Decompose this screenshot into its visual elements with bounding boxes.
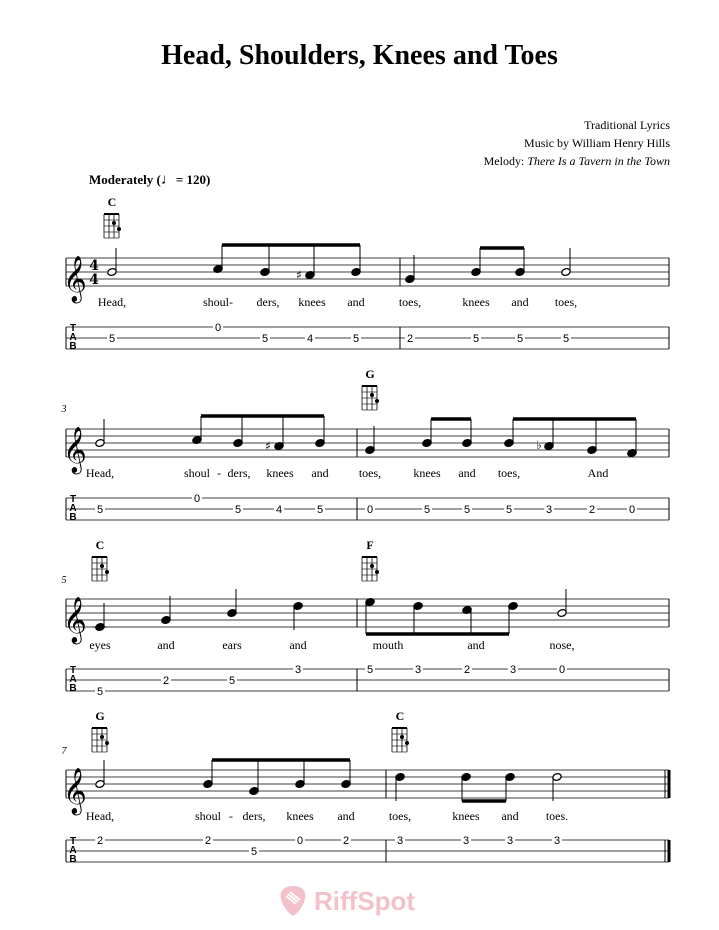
tab-label-letter: B bbox=[69, 341, 77, 352]
chord-diagram-icon bbox=[392, 728, 409, 752]
chord-diagram-icon bbox=[362, 557, 379, 581]
system-4 bbox=[62, 709, 670, 865]
tab-label-letter: T bbox=[69, 665, 77, 676]
lyric-syllable: Head, bbox=[85, 466, 115, 480]
lyric-syllable: toes, bbox=[388, 809, 412, 823]
chord-dot bbox=[117, 227, 121, 231]
lyric-syllable: and bbox=[289, 638, 307, 652]
lyric-syllable: - bbox=[229, 809, 233, 823]
tab-fret-number: 3 bbox=[396, 835, 404, 847]
tab-fret-number: 3 bbox=[462, 835, 470, 847]
lyric-syllable: eyes bbox=[89, 638, 111, 652]
treble-clef-icon: 𝄞 bbox=[63, 256, 87, 302]
guitar-pick-icon bbox=[278, 884, 308, 918]
tab-fret-number: 5 bbox=[472, 333, 480, 345]
tab-fret-number: 2 bbox=[96, 835, 104, 847]
lyric-syllable: - bbox=[217, 466, 221, 480]
system-3 bbox=[62, 538, 670, 698]
melody-credit: Melody: There Is a Tavern in the Town bbox=[483, 154, 670, 168]
tab-fret-number: 4 bbox=[275, 504, 283, 516]
lyrics-credit: Traditional Lyrics bbox=[584, 118, 670, 132]
tab-fret-number: 5 bbox=[261, 333, 269, 345]
tab-fret-number: 0 bbox=[628, 504, 636, 516]
system-2 bbox=[61, 367, 670, 523]
tab-fret-number: 0 bbox=[193, 493, 201, 505]
tab-fret-number: 0 bbox=[214, 322, 222, 334]
chord-dot bbox=[400, 735, 404, 739]
tab-fret-number: 3 bbox=[553, 835, 561, 847]
tab-fret-number: 5 bbox=[505, 504, 513, 516]
flat-icon: ♭ bbox=[536, 438, 542, 452]
tab-fret-number: 4 bbox=[306, 333, 314, 345]
lyric-syllable: knees bbox=[298, 295, 326, 309]
tab-fret-number: 5 bbox=[366, 664, 374, 676]
tab-label-letter: T bbox=[69, 323, 77, 334]
riffspot-logo: RiffSpot bbox=[278, 884, 415, 918]
lyric-syllable: toes, bbox=[497, 466, 521, 480]
lyric-syllable: Head, bbox=[85, 809, 115, 823]
time-signature-top: 4 bbox=[89, 258, 99, 274]
tab-label-letter: A bbox=[69, 332, 77, 343]
lyric-syllable: toes, bbox=[358, 466, 382, 480]
tempo-marking: Moderately (♩= 120) bbox=[89, 172, 211, 188]
lyric-syllable: ders, bbox=[256, 295, 280, 309]
tab-label-letter: B bbox=[69, 854, 77, 865]
lyric-syllable: and bbox=[337, 809, 355, 823]
tab-fret-number: 3 bbox=[506, 835, 514, 847]
lyric-syllable: ears bbox=[222, 638, 242, 652]
tab-fret-number: 5 bbox=[352, 333, 360, 345]
tab-fret-number: 0 bbox=[558, 664, 566, 676]
lyric-syllable: Head, bbox=[97, 295, 127, 309]
measure-number: 7 bbox=[61, 746, 67, 757]
chord-name: G bbox=[365, 367, 375, 381]
tab-fret-number: 5 bbox=[316, 504, 324, 516]
tab-label-letter: B bbox=[69, 683, 77, 694]
tab-label-letter: A bbox=[69, 845, 77, 856]
tab-fret-number: 5 bbox=[96, 504, 104, 516]
tab-fret-number: 3 bbox=[509, 664, 517, 676]
tab-fret-number: 0 bbox=[366, 504, 374, 516]
lyric-syllable: and bbox=[157, 638, 175, 652]
lyric-syllable: knees bbox=[266, 466, 294, 480]
lyric-syllable: shoul- bbox=[203, 295, 233, 309]
tab-fret-number: 5 bbox=[423, 504, 431, 516]
lyric-syllable: and bbox=[311, 466, 329, 480]
song-title: Head, Shoulders, Knees and Toes bbox=[161, 40, 558, 71]
chord-dot bbox=[375, 570, 379, 574]
lyric-syllable: knees bbox=[462, 295, 490, 309]
tab-label-letter: T bbox=[69, 836, 77, 847]
chord-dot bbox=[405, 741, 409, 745]
treble-clef-icon: 𝄞 bbox=[63, 768, 87, 814]
sharp-icon: ♯ bbox=[265, 439, 271, 453]
tab-label-letter: A bbox=[69, 674, 77, 685]
tab-fret-number: 5 bbox=[96, 686, 104, 698]
tab-fret-number: 5 bbox=[108, 333, 116, 345]
tab-fret-number: 2 bbox=[342, 835, 350, 847]
tab-fret-number: 3 bbox=[294, 664, 302, 676]
tab-label-letter: B bbox=[69, 512, 77, 523]
chord-diagram-icon bbox=[92, 557, 109, 581]
chord-diagram-icon bbox=[92, 728, 109, 752]
tab-fret-number: 0 bbox=[296, 835, 304, 847]
measure-number: 5 bbox=[61, 575, 67, 586]
quarter-note-icon: ♩ bbox=[160, 172, 176, 188]
chord-name: G bbox=[95, 709, 105, 723]
chord-dot bbox=[112, 221, 116, 225]
lyric-syllable: nose, bbox=[549, 638, 575, 652]
tab-fret-number: 5 bbox=[250, 846, 258, 858]
lyric-syllable: shoul bbox=[194, 809, 222, 823]
chord-dot bbox=[375, 399, 379, 403]
lyric-syllable: mouth bbox=[372, 638, 404, 652]
lyric-syllable: ders, bbox=[227, 466, 251, 480]
chord-name: C bbox=[395, 709, 405, 723]
lyric-syllable: toes, bbox=[398, 295, 422, 309]
lyric-syllable: knees bbox=[452, 809, 480, 823]
tab-fret-number: 2 bbox=[463, 664, 471, 676]
lyric-syllable: knees bbox=[286, 809, 314, 823]
tab-fret-number: 3 bbox=[414, 664, 422, 676]
lyric-syllable: and bbox=[501, 809, 519, 823]
chord-dot bbox=[100, 564, 104, 568]
sharp-icon: ♯ bbox=[296, 268, 302, 282]
lyric-syllable: shoul bbox=[183, 466, 211, 480]
chord-name: C bbox=[107, 195, 117, 209]
tab-fret-number: 5 bbox=[463, 504, 471, 516]
tab-fret-number: 5 bbox=[228, 675, 236, 687]
tab-fret-number: 5 bbox=[562, 333, 570, 345]
tab-fret-number: 5 bbox=[516, 333, 524, 345]
chord-dot bbox=[370, 393, 374, 397]
time-signature-bottom: 4 bbox=[89, 272, 99, 288]
chord-dot bbox=[105, 570, 109, 574]
measure-number: 3 bbox=[61, 404, 67, 415]
chord-diagram-icon bbox=[362, 386, 379, 410]
lyric-syllable: toes, bbox=[554, 295, 578, 309]
tab-fret-number: 5 bbox=[234, 504, 242, 516]
lyric-syllable: and bbox=[511, 295, 529, 309]
lyric-syllable: and bbox=[467, 638, 485, 652]
lyric-syllable: ders, bbox=[242, 809, 266, 823]
chord-name: C bbox=[95, 538, 105, 552]
tab-label-letter: A bbox=[69, 503, 77, 514]
lyric-syllable: toes. bbox=[545, 809, 569, 823]
tab-fret-number: 2 bbox=[204, 835, 212, 847]
music-credit: Music by William Henry Hills bbox=[524, 136, 670, 150]
lyric-syllable: And bbox=[587, 466, 609, 480]
lyric-syllable: and bbox=[347, 295, 365, 309]
chord-dot bbox=[100, 735, 104, 739]
system-1 bbox=[63, 195, 669, 352]
lyric-syllable: and bbox=[458, 466, 476, 480]
tab-fret-number: 2 bbox=[406, 333, 414, 345]
tab-fret-number: 2 bbox=[162, 675, 170, 687]
chord-diagram-icon bbox=[104, 214, 121, 238]
tab-fret-number: 2 bbox=[588, 504, 596, 516]
chord-dot bbox=[370, 564, 374, 568]
lyric-syllable: knees bbox=[413, 466, 441, 480]
tab-fret-number: 3 bbox=[545, 504, 553, 516]
treble-clef-icon: 𝄞 bbox=[63, 427, 87, 473]
chord-name: F bbox=[366, 538, 374, 552]
tab-label-letter: T bbox=[69, 494, 77, 505]
treble-clef-icon: 𝄞 bbox=[63, 597, 87, 643]
chord-dot bbox=[105, 741, 109, 745]
